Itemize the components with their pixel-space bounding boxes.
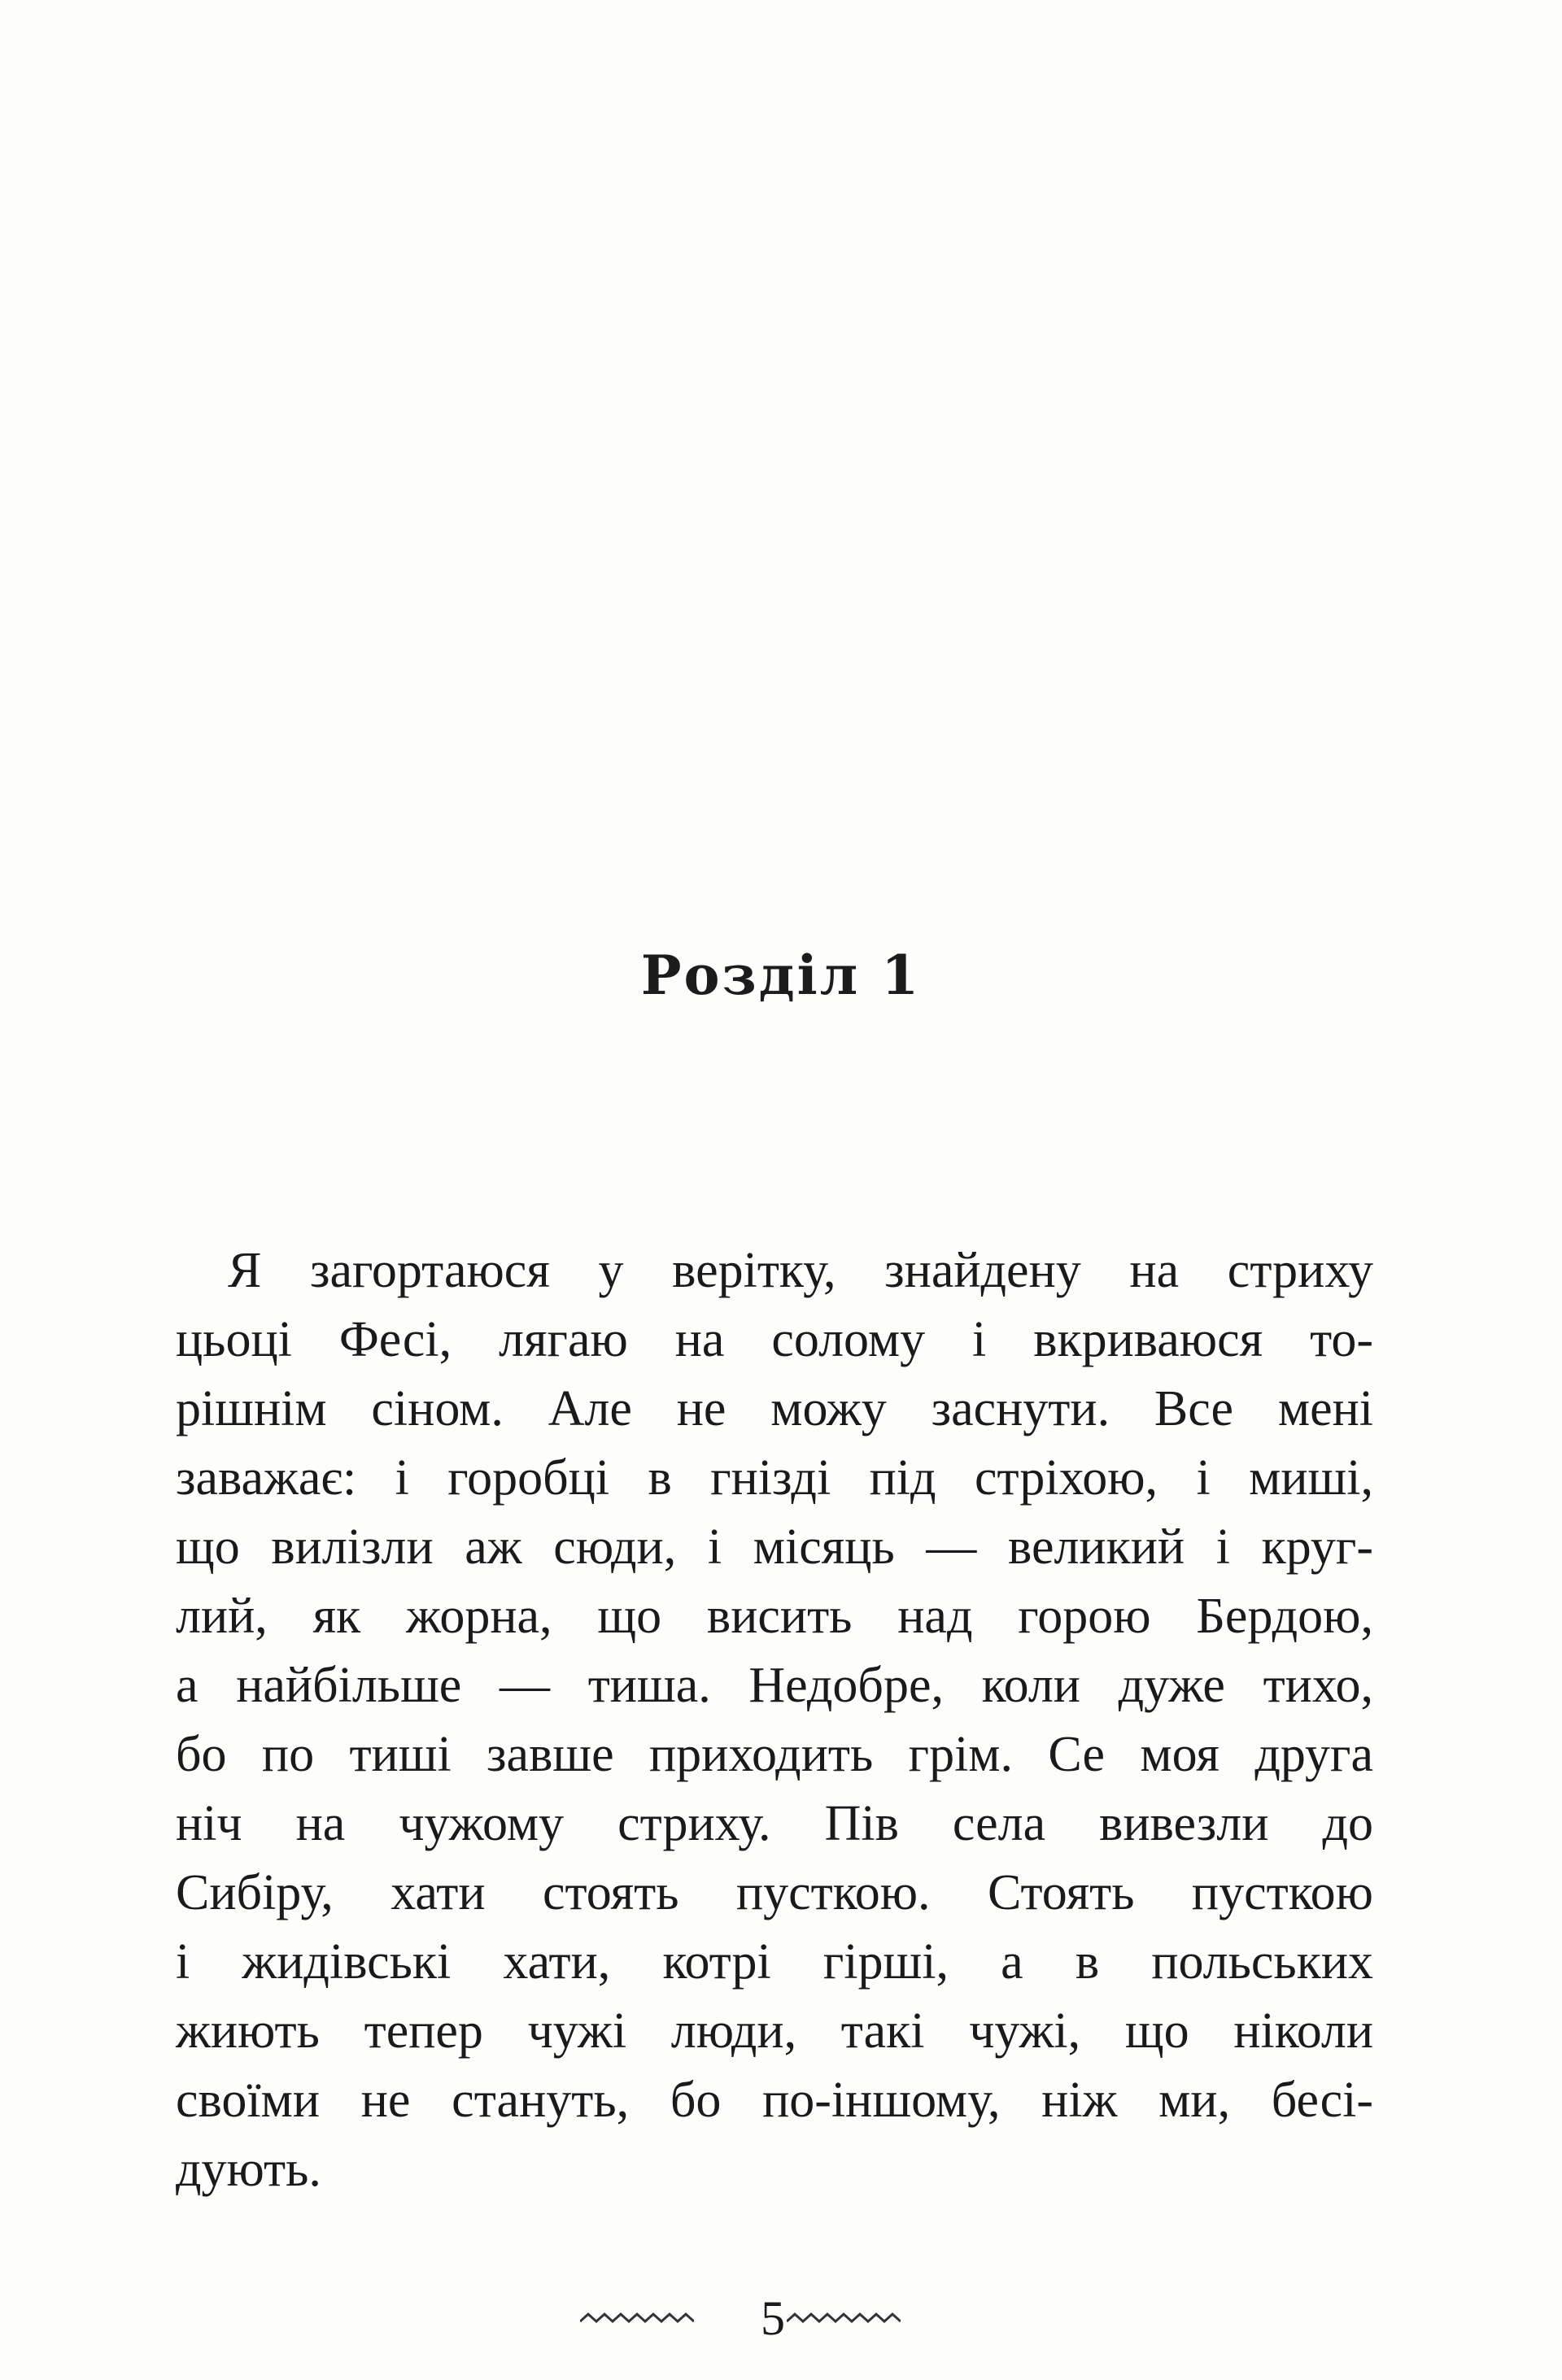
text-line: Я загортаюся у верітку, знайдену на стриху: [228, 1243, 1373, 1298]
text-line: заважає: і горобці в гнізді під стріхою, і миші,: [176, 1450, 1373, 1506]
text-line: лий, як жорна, що висить над горою Бердою,: [176, 1589, 1373, 1644]
text-line: а найбільше — тиша. Недобре, коли дуже тихо,: [176, 1658, 1373, 1713]
text-line: бо по тиші завше приходить грім. Се моя друга: [176, 1727, 1373, 1782]
text-line: жиють тепер чужі люди, такі чужі, що ніколи: [176, 2003, 1373, 2059]
text-line: рішнім сіном. Але не можу заснути. Все мені: [176, 1381, 1373, 1436]
wavy-ornament-left-icon: [580, 2310, 694, 2326]
text-line: ніч на чужому стриху. Пів села вивезли до: [176, 1796, 1373, 1851]
text-line: цьоці Фесі, лягаю на солому і вкриваюся то-: [176, 1312, 1373, 1367]
page-footer: [0, 2286, 1562, 2351]
text-line: своїми не стануть, бо по-іншому, ніж ми, бесі-: [176, 2073, 1373, 2128]
chapter-title: Розділ 1: [640, 944, 922, 1007]
text-line: що вилізли аж сюди, і місяць — великий і круг-: [176, 1519, 1373, 1575]
chapter-paragraph: [176, 1236, 1373, 2204]
text-line: і жидівські хати, котрі гірші, а в польських: [176, 1934, 1373, 1990]
text-line: дують.: [176, 2142, 321, 2197]
page-number: 5: [761, 2291, 785, 2345]
text-line: Сибіру, хати стоять пусткою. Стоять пусткою: [176, 1865, 1373, 1920]
wavy-ornament-right-icon: [787, 2310, 901, 2326]
